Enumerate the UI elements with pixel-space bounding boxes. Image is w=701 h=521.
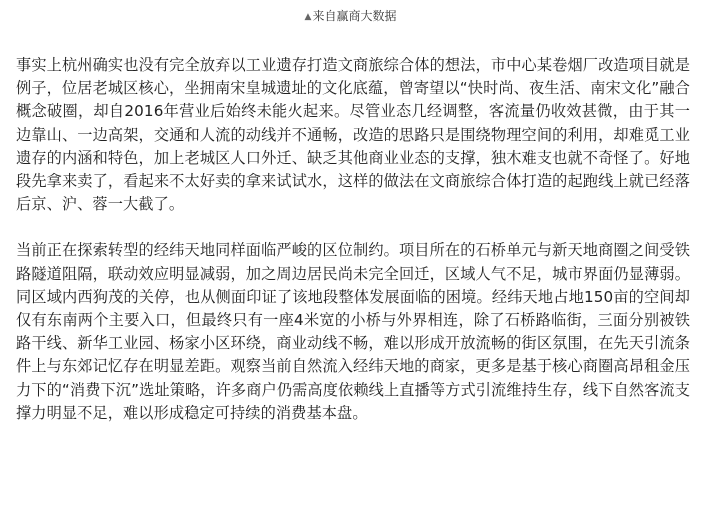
caption-text: 来自赢商大数据 [312,9,397,23]
image-caption [0,8,701,25]
triangle-icon: ▲ [304,12,312,22]
paragraph-2: 当前正在探索转型的经纬天地同样面临严峻的区位制约。项目所在的石桥单元与新天地商圈之间受铁路隧道阻隔，联动效应明显减弱，加之周边居民尚未完全回迁，区域人气不足，城市界面仍显薄弱。同区域内西狗茂的关停，也从侧面印证了该地段整体发展面临的困境。经纬天地占地150亩的空间却仅有东南两个主要入口，但最终只有一座4米宽的小桥与外界相连，除了石桥路临街，三面分别被铁路干线、新华工业园、杨家小区环绕，商业动线不畅，难以形成开放流畅的街区氛围，在先天引流条件上与东郊记忆存在明显差距。观察当前自然流入经纬天地的商家，更多是基于核心商圈高昂租金压力下的“消费下沉”选址策略，许多商户仍需高度依赖线上直播等方式引流维持生存，线下自然客流支撑力明显不足，难以形成稳定可持续的消费基本盘。 [16,241,690,422]
article-body [16,54,690,425]
paragraph-1: 事实上杭州确实也没有完全放弃以工业遗存打造文商旅综合体的想法，市中心某卷烟厂改造项目就是例子，位居老城区核心，坐拥南宋皇城遗址的文化底蕴，曾寄望以“快时尚、夜生活、南宋文化”融合概念破圈，却自2016年营业后始终未能火起来。尽管业态几经调整，客流量仍收效甚微，由于其一边靠山、一边高架，交通和人流的动线并不通畅，改造的思路只是围绕物理空间的利用，却难觅工业遗存的内涵和特色，加上老城区人口外迁、缺乏其他商业业态的支撑，独木难支也就不奇怪了。好地段先拿来卖了，看起来不太好卖的拿来试试水，这样的做法在文商旅综合体打造的起跑线上就已经落后京、沪、蓉一大截了。 [16,56,690,214]
